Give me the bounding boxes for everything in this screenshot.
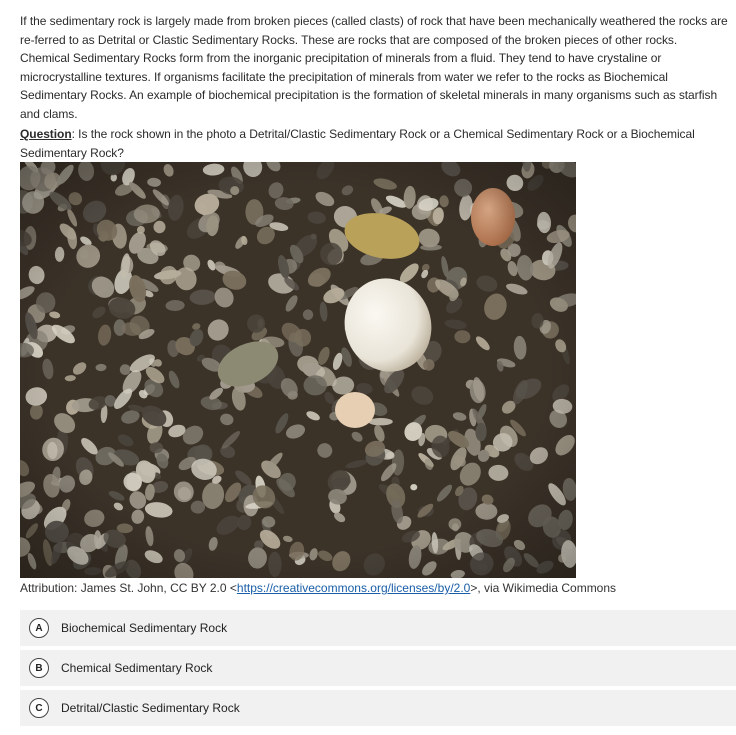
choice-c-text: Detrital/Clastic Sedimentary Rock xyxy=(61,701,240,715)
attribution-suffix: >, via Wikimedia Commons xyxy=(470,581,617,595)
choice-b-text: Chemical Sedimentary Rock xyxy=(61,661,213,675)
choice-a[interactable] xyxy=(20,610,736,646)
choice-b-letter: B xyxy=(29,658,49,678)
rock-photo xyxy=(20,162,576,578)
question-text xyxy=(20,125,728,162)
choice-b[interactable] xyxy=(20,650,736,686)
rock-photo-image xyxy=(20,162,576,578)
choice-a-letter: A xyxy=(29,618,49,638)
attribution-text xyxy=(20,580,728,596)
choice-a-text: Biochemical Sedimentary Rock xyxy=(61,621,228,635)
license-link[interactable]: https://creativecommons.org/licenses/by/2.0 xyxy=(236,581,471,595)
question-label: Question xyxy=(20,127,72,141)
attribution-prefix: Attribution: James St. John, CC BY 2.0 < xyxy=(20,581,237,595)
question-body: : Is the rock shown in the photo a Detrital/Clastic Sedimentary Rock or a Chemical Sedimentary Rock or a Biochemical Sedimentary Rock? xyxy=(20,127,695,160)
passage-text: If the sedimentary rock is largely made from broken pieces (called clasts) of rock that have been mechanically weathered the rocks are re-ferred to as Detrital or Clastic Sedimentary Rocks. These are rocks that are composed of the broken pieces of other rocks. Chemical Sedimentary Rocks form from the inorganic precipitation of minerals from a fluid. They tend to have crystaline or microcrystalline textures. If organisms facilitate the precipitation of minerals from water we refer to the rocks as Biochemical Sedimentary Rocks. An example of biochemical precipitation is the formation of skeletal minerals in many organisms such as starfish and clams. xyxy=(20,14,728,121)
choice-c-letter: C xyxy=(29,698,49,718)
choice-c[interactable] xyxy=(20,690,736,726)
